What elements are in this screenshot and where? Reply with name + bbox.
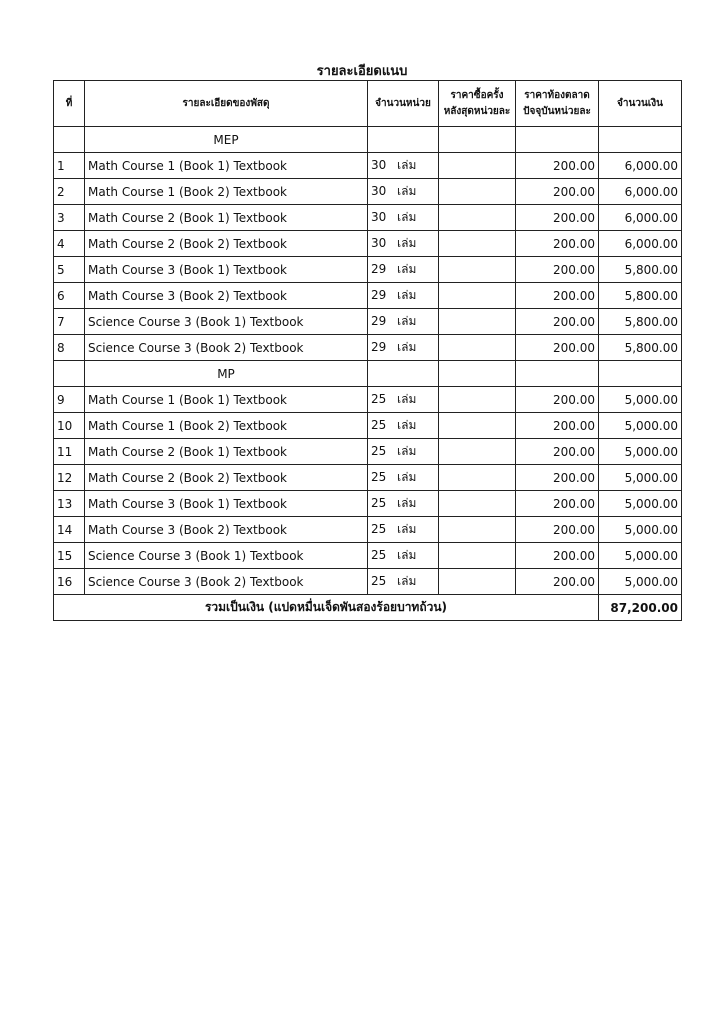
item-description: Math Course 2 (Book 1) Textbook bbox=[85, 205, 368, 231]
quantity-unit: เล่ม bbox=[397, 158, 417, 172]
amount-cell: 5,000.00 bbox=[599, 543, 682, 569]
quantity-value: 29 bbox=[371, 314, 387, 328]
table-row bbox=[54, 517, 682, 543]
table-row bbox=[54, 335, 682, 361]
item-description: Math Course 1 (Book 2) Textbook bbox=[85, 179, 368, 205]
amount-cell: 6,000.00 bbox=[599, 179, 682, 205]
row-number: 12 bbox=[54, 465, 85, 491]
group-qty-cell bbox=[368, 361, 439, 387]
market-price-cell: 200.00 bbox=[516, 569, 599, 595]
quantity-unit: เล่ม bbox=[397, 522, 417, 536]
quantity-cell bbox=[368, 569, 439, 595]
market-price-cell: 200.00 bbox=[516, 309, 599, 335]
table-row bbox=[54, 439, 682, 465]
last-price-cell bbox=[439, 231, 516, 257]
item-description: Math Course 1 (Book 1) Textbook bbox=[85, 387, 368, 413]
last-price-cell bbox=[439, 439, 516, 465]
market-price-cell: 200.00 bbox=[516, 387, 599, 413]
row-number: 1 bbox=[54, 153, 85, 179]
group-no-cell bbox=[54, 361, 85, 387]
quantity-value: 25 bbox=[371, 574, 387, 588]
amount-cell: 6,000.00 bbox=[599, 205, 682, 231]
market-price-cell: 200.00 bbox=[516, 413, 599, 439]
amount-cell: 5,000.00 bbox=[599, 439, 682, 465]
item-description: Math Course 1 (Book 1) Textbook bbox=[85, 153, 368, 179]
quantity-cell bbox=[368, 413, 439, 439]
quantity-value: 25 bbox=[371, 496, 387, 510]
quantity-cell bbox=[368, 491, 439, 517]
quantity-value: 25 bbox=[371, 470, 387, 484]
quantity-cell bbox=[368, 335, 439, 361]
item-description: Math Course 3 (Book 1) Textbook bbox=[85, 491, 368, 517]
quantity-value: 29 bbox=[371, 340, 387, 354]
quantity-unit: เล่ม bbox=[397, 418, 417, 432]
total-row bbox=[54, 595, 682, 621]
last-price-cell bbox=[439, 517, 516, 543]
quantity-value: 25 bbox=[371, 444, 387, 458]
quantity-unit: เล่ม bbox=[397, 288, 417, 302]
quantity-value: 30 bbox=[371, 158, 387, 172]
group-market-price-cell bbox=[516, 127, 599, 153]
row-number: 6 bbox=[54, 283, 85, 309]
last-price-cell bbox=[439, 413, 516, 439]
item-description: Math Course 2 (Book 2) Textbook bbox=[85, 465, 368, 491]
quantity-unit: เล่ม bbox=[397, 184, 417, 198]
item-description: Math Course 2 (Book 1) Textbook bbox=[85, 439, 368, 465]
quantity-unit: เล่ม bbox=[397, 470, 417, 484]
quantity-cell bbox=[368, 153, 439, 179]
item-description: Science Course 3 (Book 2) Textbook bbox=[85, 569, 368, 595]
item-description: Math Course 2 (Book 2) Textbook bbox=[85, 231, 368, 257]
quantity-cell bbox=[368, 387, 439, 413]
market-price-cell: 200.00 bbox=[516, 465, 599, 491]
last-price-cell bbox=[439, 387, 516, 413]
market-price-cell: 200.00 bbox=[516, 179, 599, 205]
group-last-price-cell bbox=[439, 127, 516, 153]
item-description: Science Course 3 (Book 2) Textbook bbox=[85, 335, 368, 361]
quantity-value: 29 bbox=[371, 288, 387, 302]
quantity-unit: เล่ม bbox=[397, 314, 417, 328]
quantity-unit: เล่ม bbox=[397, 210, 417, 224]
row-number: 13 bbox=[54, 491, 85, 517]
last-price-cell bbox=[439, 569, 516, 595]
last-price-cell bbox=[439, 257, 516, 283]
group-last-price-cell bbox=[439, 361, 516, 387]
quantity-unit: เล่ม bbox=[397, 262, 417, 276]
table-row bbox=[54, 231, 682, 257]
row-number: 15 bbox=[54, 543, 85, 569]
group-amount-cell bbox=[599, 361, 682, 387]
last-price-cell bbox=[439, 153, 516, 179]
quantity-unit: เล่ม bbox=[397, 392, 417, 406]
quantity-cell bbox=[368, 283, 439, 309]
table-row bbox=[54, 569, 682, 595]
quantity-cell bbox=[368, 231, 439, 257]
table-header bbox=[54, 81, 682, 127]
row-number: 16 bbox=[54, 569, 85, 595]
last-price-cell bbox=[439, 179, 516, 205]
amount-cell: 5,800.00 bbox=[599, 335, 682, 361]
table-row bbox=[54, 543, 682, 569]
header-description: รายละเอียดของพัสดุ bbox=[85, 81, 368, 127]
item-description: Math Course 1 (Book 2) Textbook bbox=[85, 413, 368, 439]
table-row bbox=[54, 465, 682, 491]
amount-cell: 5,800.00 bbox=[599, 283, 682, 309]
group-market-price-cell bbox=[516, 361, 599, 387]
quantity-cell bbox=[368, 517, 439, 543]
group-amount-cell bbox=[599, 127, 682, 153]
quantity-value: 25 bbox=[371, 392, 387, 406]
row-number: 9 bbox=[54, 387, 85, 413]
group-qty-cell bbox=[368, 127, 439, 153]
header-quantity: จำนวนหน่วย bbox=[368, 81, 439, 127]
last-price-cell bbox=[439, 543, 516, 569]
table-row bbox=[54, 153, 682, 179]
group-no-cell bbox=[54, 127, 85, 153]
quantity-cell bbox=[368, 543, 439, 569]
header-amount: จำนวนเงิน bbox=[599, 81, 682, 127]
row-number: 11 bbox=[54, 439, 85, 465]
amount-cell: 5,000.00 bbox=[599, 569, 682, 595]
amount-cell: 5,000.00 bbox=[599, 413, 682, 439]
amount-cell: 5,000.00 bbox=[599, 491, 682, 517]
quantity-unit: เล่ม bbox=[397, 496, 417, 510]
table-row bbox=[54, 387, 682, 413]
quantity-cell bbox=[368, 257, 439, 283]
market-price-cell: 200.00 bbox=[516, 491, 599, 517]
quantity-cell bbox=[368, 465, 439, 491]
last-price-cell bbox=[439, 465, 516, 491]
quantity-value: 30 bbox=[371, 184, 387, 198]
table-row bbox=[54, 491, 682, 517]
last-price-cell bbox=[439, 491, 516, 517]
table-row bbox=[54, 205, 682, 231]
last-price-cell bbox=[439, 309, 516, 335]
quantity-value: 25 bbox=[371, 548, 387, 562]
quantity-value: 30 bbox=[371, 236, 387, 250]
table-row bbox=[54, 283, 682, 309]
amount-cell: 5,000.00 bbox=[599, 465, 682, 491]
total-label: รวมเป็นเงิน (แปดหมื่นเจ็ดพันสองร้อยบาทถ้วน) bbox=[54, 595, 599, 621]
quantity-value: 30 bbox=[371, 210, 387, 224]
group-row bbox=[54, 127, 682, 153]
market-price-cell: 200.00 bbox=[516, 231, 599, 257]
header-no: ที่ bbox=[54, 81, 85, 127]
row-number: 7 bbox=[54, 309, 85, 335]
market-price-cell: 200.00 bbox=[516, 543, 599, 569]
market-price-cell: 200.00 bbox=[516, 257, 599, 283]
item-description: Science Course 3 (Book 1) Textbook bbox=[85, 309, 368, 335]
total-value: 87,200.00 bbox=[599, 595, 682, 621]
table-footer bbox=[54, 595, 682, 621]
group-label: MEP bbox=[85, 127, 368, 153]
items-table bbox=[53, 80, 682, 621]
market-price-cell: 200.00 bbox=[516, 153, 599, 179]
quantity-cell bbox=[368, 309, 439, 335]
row-number: 8 bbox=[54, 335, 85, 361]
amount-cell: 6,000.00 bbox=[599, 231, 682, 257]
amount-cell: 5,800.00 bbox=[599, 309, 682, 335]
item-description: Math Course 3 (Book 2) Textbook bbox=[85, 517, 368, 543]
row-number: 3 bbox=[54, 205, 85, 231]
row-number: 4 bbox=[54, 231, 85, 257]
document-title: รายละเอียดแนบ bbox=[316, 64, 408, 79]
quantity-unit: เล่ม bbox=[397, 574, 417, 588]
quantity-unit: เล่ม bbox=[397, 340, 417, 354]
table-row bbox=[54, 309, 682, 335]
market-price-cell: 200.00 bbox=[516, 205, 599, 231]
quantity-cell bbox=[368, 179, 439, 205]
group-label: MP bbox=[85, 361, 368, 387]
row-number: 14 bbox=[54, 517, 85, 543]
amount-cell: 5,000.00 bbox=[599, 387, 682, 413]
amount-cell: 5,000.00 bbox=[599, 517, 682, 543]
market-price-cell: 200.00 bbox=[516, 439, 599, 465]
table-row bbox=[54, 179, 682, 205]
header-last-price: ราคาซื้อครั้งหลังสุดหน่วยละ bbox=[439, 81, 516, 127]
quantity-unit: เล่ม bbox=[397, 548, 417, 562]
item-description: Math Course 3 (Book 2) Textbook bbox=[85, 283, 368, 309]
table-row bbox=[54, 413, 682, 439]
market-price-cell: 200.00 bbox=[516, 517, 599, 543]
group-row bbox=[54, 361, 682, 387]
row-number: 10 bbox=[54, 413, 85, 439]
quantity-value: 25 bbox=[371, 418, 387, 432]
table-body bbox=[54, 127, 682, 595]
item-description: Science Course 3 (Book 1) Textbook bbox=[85, 543, 368, 569]
market-price-cell: 200.00 bbox=[516, 283, 599, 309]
last-price-cell bbox=[439, 335, 516, 361]
market-price-cell: 200.00 bbox=[516, 335, 599, 361]
quantity-unit: เล่ม bbox=[397, 444, 417, 458]
item-description: Math Course 3 (Book 1) Textbook bbox=[85, 257, 368, 283]
last-price-cell bbox=[439, 205, 516, 231]
quantity-value: 25 bbox=[371, 522, 387, 536]
quantity-unit: เล่ม bbox=[397, 236, 417, 250]
amount-cell: 5,800.00 bbox=[599, 257, 682, 283]
header-market-price: ราคาท้องตลาดปัจจุบันหน่วยละ bbox=[516, 81, 599, 127]
row-number: 5 bbox=[54, 257, 85, 283]
quantity-value: 29 bbox=[371, 262, 387, 276]
table-row bbox=[54, 257, 682, 283]
row-number: 2 bbox=[54, 179, 85, 205]
quantity-cell bbox=[368, 205, 439, 231]
last-price-cell bbox=[439, 283, 516, 309]
amount-cell: 6,000.00 bbox=[599, 153, 682, 179]
quantity-cell bbox=[368, 439, 439, 465]
